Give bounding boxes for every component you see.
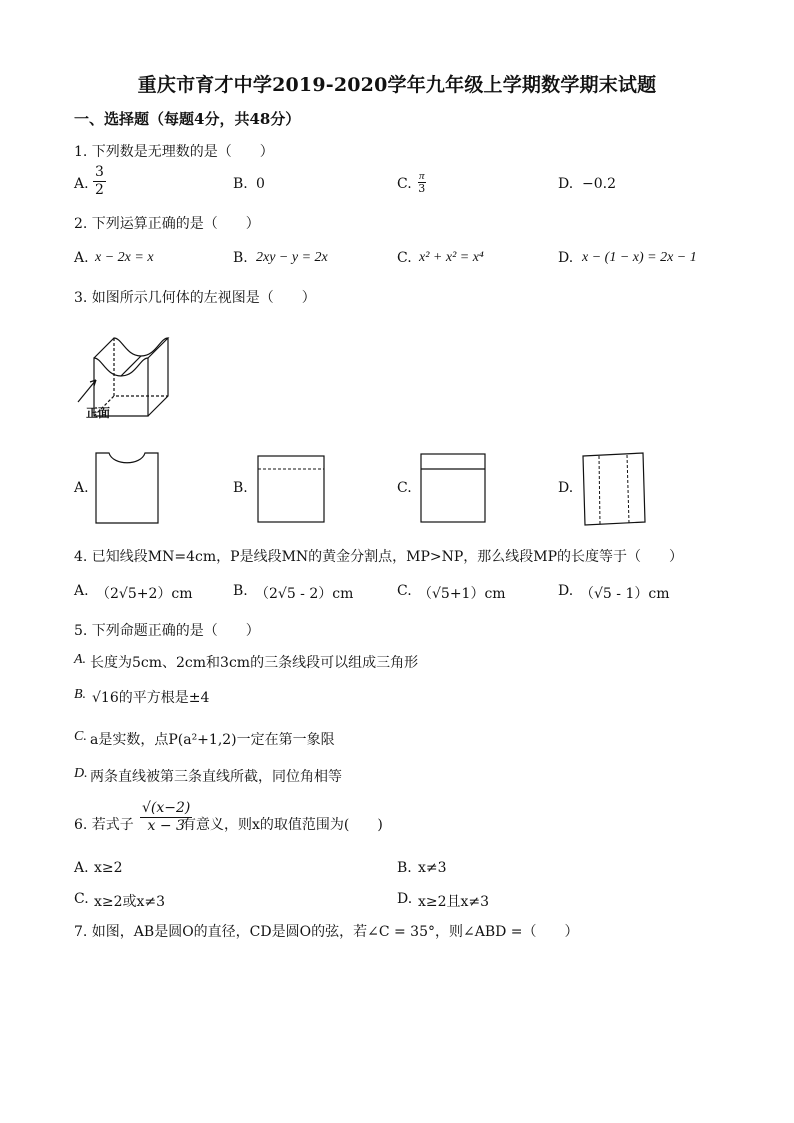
q1-option-d-value: −0.2 (582, 176, 616, 192)
q3-option-c-label: C. (397, 480, 412, 496)
q5-option-b-label: B. (74, 687, 87, 702)
front-label: 正面 (86, 406, 111, 420)
q5-option-a-value: 长度为5cm、2cm和3cm的三条线段可以组成三角形 (90, 655, 419, 671)
q2-option-d-label: D. (558, 250, 574, 266)
q1-option-b-value: 0 (256, 176, 265, 192)
q2-option-b-label: B. (233, 250, 248, 266)
q1-option-c-label: C. (397, 176, 412, 192)
question-4-stem: 4. 已知线段MN=4cm，P是线段MN的黄金分割点，MP>NP，那么线段MP的长度等于（ ） (74, 549, 684, 565)
question-2-stem: 2. 下列运算正确的是（ ） (74, 216, 260, 232)
question-3-stem: 3. 如图所示几何体的左视图是（ ） (74, 290, 316, 306)
q1-a-denominator: 2 (95, 182, 104, 198)
q2-option-b-value: 2xy − y = 2x (256, 250, 328, 265)
q1-option-d-label: D. (558, 176, 574, 192)
q1-c-numerator: π (419, 170, 425, 182)
q3-option-b-figure (257, 455, 325, 523)
q6-denominator: x − 3 (147, 818, 185, 834)
q4-option-d-value: （√5 - 1）cm (580, 586, 670, 602)
q4-option-b-label: B. (233, 583, 248, 599)
question-5-stem: 5. 下列命题正确的是（ ） (74, 623, 260, 639)
q6-option-d-value: x≥2且x≠3 (418, 894, 490, 910)
q6-option-a-value: x≥2 (94, 860, 123, 876)
q3-option-a-figure (95, 452, 159, 524)
q1-a-numerator: 3 (95, 164, 104, 180)
q4-option-b-value: （2√5 - 2）cm (255, 586, 354, 602)
q6-numerator: √(x−2) (142, 800, 191, 816)
question-7-stem: 7. 如图，AB是圆O的直径，CD是圆O的弦，若∠C = 35°，则∠ABD =（ ） (74, 924, 579, 940)
q1-option-c-fraction (418, 170, 426, 195)
q5-option-a-label: A. (74, 652, 87, 667)
q5-option-d-label: D. (74, 766, 88, 781)
q6-option-c-label: C. (74, 891, 89, 907)
q2-option-d-value: x − (1 − x) = 2x − 1 (582, 250, 697, 265)
q6-option-b-value: x≠3 (418, 860, 447, 876)
q4-option-a-value: （2√5+2）cm (96, 586, 193, 602)
question-1-stem: 1. 下列数是无理数的是（ ） (74, 144, 274, 160)
q3-option-b-label: B. (233, 480, 248, 496)
q6-option-c-value: x≥2或x≠3 (94, 894, 166, 910)
q1-option-b-label: B. (233, 176, 248, 192)
q5-option-c-value: a是实数，点P(a²+1,2)一定在第一象限 (90, 732, 335, 748)
q3-option-d-label: D. (558, 480, 574, 496)
q4-option-a-label: A. (74, 583, 89, 599)
q2-option-c-value: x² + x² = x⁴ (419, 250, 484, 265)
page-title: 重庆市育才中学2019-2020学年九年级上学期数学期末试题 (137, 74, 657, 96)
q1-c-denominator: 3 (418, 182, 426, 195)
q6-option-b-label: B. (397, 860, 412, 876)
q4-option-c-label: C. (397, 583, 412, 599)
q1-option-a-fraction (93, 164, 106, 199)
q2-option-c-label: C. (397, 250, 412, 266)
q5-option-c-label: C. (74, 729, 87, 744)
question-6-stem-post: 有意义，则x的取值范围为( ) (182, 817, 383, 833)
q3-option-c-figure (420, 453, 486, 523)
q1-option-a-label: A. (74, 176, 89, 192)
q4-option-c-value: （√5+1）cm (418, 586, 506, 602)
q4-option-d-label: D. (558, 583, 574, 599)
q6-option-d-label: D. (397, 891, 413, 907)
q3-option-a-label: A. (74, 480, 89, 496)
q6-option-a-label: A. (74, 860, 89, 876)
section-heading: 一、选择题（每题4分，共48分） (74, 110, 301, 128)
q5-option-b-value: √16的平方根是±4 (92, 690, 210, 706)
question-6-stem-pre: 6. 若式子 (74, 817, 134, 833)
q5-option-d-value: 两条直线被第三条直线所截，同位角相等 (90, 769, 342, 785)
q2-option-a-label: A. (74, 250, 89, 266)
q2-option-a-value: x − 2x = x (95, 250, 154, 265)
q3-option-d-figure (582, 452, 648, 526)
